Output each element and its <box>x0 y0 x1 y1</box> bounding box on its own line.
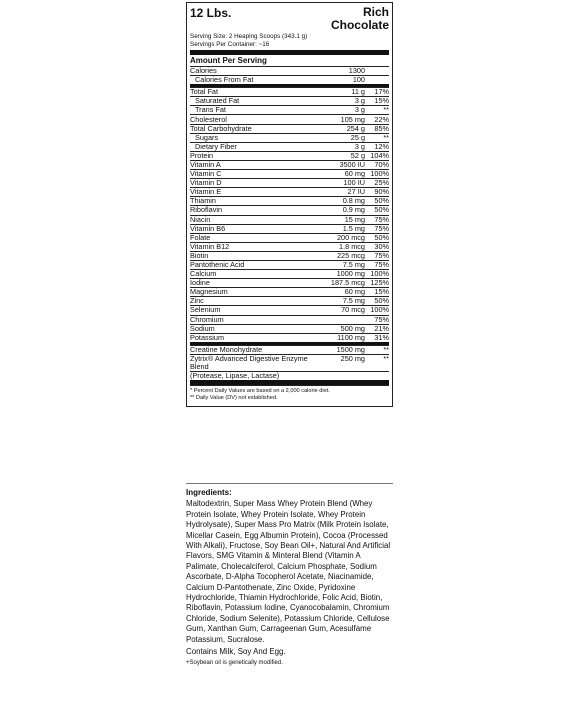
nutrient-name: Sugars <box>195 132 219 142</box>
nutrient-dv: 75% <box>374 260 389 270</box>
nutrient-dv: 50% <box>374 205 389 215</box>
nutrient-name: Vitamin B6 <box>190 223 226 233</box>
nutrient-row <box>190 233 389 242</box>
nutrient-amount: 1100 mg <box>337 332 365 342</box>
nutrient-row <box>190 269 389 278</box>
footnote-dv: * Percent Daily Values are based on a 2,000 calorie diet. <box>190 385 389 395</box>
nutrient-dv: 75% <box>374 314 389 324</box>
nutrient-table <box>190 87 389 342</box>
nutrient-name: Magnesium <box>190 287 228 297</box>
nutrient-dv: 21% <box>374 323 389 333</box>
nutrient-amount: 27 IU <box>347 187 365 197</box>
nutrient-amount: 500 mg <box>340 323 365 333</box>
nutrient-dv: 75% <box>374 250 389 260</box>
nutrient-dv: 12% <box>374 141 389 151</box>
nutrient-name: Folate <box>190 232 211 242</box>
nutrient-dv: 75% <box>374 214 389 224</box>
nutrient-row <box>190 287 389 296</box>
nutrient-dv: 90% <box>374 187 389 197</box>
nutrient-row <box>190 87 389 96</box>
nutrient-dv: 31% <box>374 332 389 342</box>
nutrient-amount: 0.9 mg <box>342 205 365 215</box>
enzyme-list: (Protease, Lipase, Lactase) <box>190 371 389 380</box>
nutrient-name: Vitamin E <box>190 187 222 197</box>
nutrient-name: Trans Fat <box>195 105 226 115</box>
nutrient-name: Zinc <box>190 296 204 306</box>
nutrient-name: Total Fat <box>190 87 218 97</box>
creatine-dv: ** <box>383 344 389 354</box>
nutrient-row <box>190 242 389 251</box>
nutrition-facts-label <box>186 2 393 407</box>
creatine-amount: 1500 mg <box>336 344 365 354</box>
calories-from-fat-label: Calories From Fat <box>195 75 254 85</box>
nutrient-row <box>190 224 389 233</box>
nutrient-row <box>190 278 389 287</box>
nutrient-dv: 85% <box>374 123 389 133</box>
nutrient-dv: 100% <box>370 269 389 279</box>
nutrient-row <box>190 260 389 269</box>
nutrient-amount: 3 g <box>354 96 365 106</box>
nutrient-dv: 30% <box>374 241 389 251</box>
zytrix-row <box>190 354 389 371</box>
flavor-line1: Rich <box>362 5 389 19</box>
nutrient-name: Vitamin C <box>190 169 222 179</box>
nutrient-name: Vitamin A <box>190 159 221 169</box>
nutrient-row <box>190 124 389 133</box>
label-header <box>190 6 389 32</box>
footnote-not-established: ** Daily Value (DV) not established. <box>190 395 278 402</box>
creatine-label: Creatine Monohydrate <box>190 344 263 354</box>
nutrient-name: Calcium <box>190 269 217 279</box>
nutrient-name: Selenium <box>190 305 221 315</box>
nutrient-name: Biotin <box>190 250 209 260</box>
nutrient-amount: 0.8 mg <box>342 196 365 206</box>
nutrient-amount: 7.5 mg <box>342 260 365 270</box>
nutrient-amount: 105 mg <box>340 114 365 124</box>
nutrient-amount: 3500 IU <box>339 159 365 169</box>
nutrient-name: Protein <box>190 150 214 160</box>
nutrient-name: Thiamin <box>190 196 216 206</box>
nutrient-row <box>190 333 389 342</box>
soy-note: +Soybean oil is genetically modified. <box>186 659 283 666</box>
nutrient-amount: 100 IU <box>343 178 365 188</box>
nutrient-row <box>190 169 389 178</box>
nutrient-row <box>190 305 389 314</box>
nutrient-row <box>190 96 389 105</box>
calories-from-fat-row <box>190 75 389 84</box>
nutrient-dv: 100% <box>370 305 389 315</box>
nutrient-row <box>190 133 389 142</box>
nutrient-dv: ** <box>383 105 389 115</box>
servings-per-container: Servings Per Container: ~16 <box>190 41 270 48</box>
nutrient-dv: 125% <box>370 278 389 288</box>
ingredients-title: Ingredients: <box>186 488 232 497</box>
nutrient-dv: 15% <box>374 96 389 106</box>
nutrient-dv: 100% <box>370 169 389 179</box>
nutrient-name: Iodine <box>190 278 210 288</box>
nutrient-amount: 7.5 mg <box>342 296 365 306</box>
nutrient-row <box>190 105 389 114</box>
nutrient-row <box>190 315 389 324</box>
nutrient-row <box>190 114 389 123</box>
nutrient-dv: 15% <box>374 287 389 297</box>
nutrient-row <box>190 215 389 224</box>
nutrient-dv: 17% <box>374 87 389 97</box>
nutrient-dv: ** <box>383 132 389 142</box>
zytrix-label: Zytrix® Advanced Digestive Enzyme Blend <box>190 353 308 371</box>
nutrient-name: Chromium <box>190 314 224 324</box>
nutrient-amount: 1000 mg <box>336 269 365 279</box>
nutrient-row <box>190 187 389 196</box>
nutrient-name: Sodium <box>190 323 215 333</box>
nutrient-row <box>190 151 389 160</box>
nutrient-dv: 22% <box>374 114 389 124</box>
nutrient-amount: 1.8 mcg <box>339 241 365 251</box>
nutrient-dv: 25% <box>374 178 389 188</box>
creatine-row <box>190 345 389 354</box>
nutrient-row <box>190 178 389 187</box>
nutrient-amount: 11 g <box>351 87 365 97</box>
ingredients-section <box>186 483 393 667</box>
nutrient-row <box>190 324 389 333</box>
nutrient-amount: 225 mcg <box>337 250 365 260</box>
nutrient-name: Riboflavin <box>190 205 223 215</box>
allergen-statement: Contains Milk, Soy And Egg. <box>186 647 286 657</box>
flavor-name <box>331 6 389 32</box>
serving-size: Serving Size: 2 Heaping Scoops (343.1 g) <box>190 33 308 40</box>
container-size: 12 Lbs. <box>190 6 232 20</box>
amount-per-serving: Amount Per Serving <box>190 56 267 65</box>
calories-label: Calories <box>190 66 217 76</box>
nutrient-name: Potassium <box>190 332 225 342</box>
nutrient-amount: 3 g <box>354 105 365 115</box>
nutrient-name: Niacin <box>190 214 211 224</box>
nutrient-dv: 104% <box>370 150 389 160</box>
nutrient-row <box>190 196 389 205</box>
nutrient-amount: 187.5 mcg <box>330 278 365 288</box>
nutrient-amount: 200 mcg <box>337 232 365 242</box>
nutrient-name: Total Carbohydrate <box>190 123 252 133</box>
nutrient-amount: 60 mg <box>344 169 365 179</box>
calories-from-fat-amount: 100 <box>352 75 365 85</box>
nutrient-amount: 1.5 mg <box>342 223 365 233</box>
nutrient-amount: 70 mcg <box>341 305 365 315</box>
nutrient-amount: 52 g <box>350 150 365 160</box>
nutrient-amount: 254 g <box>346 123 365 133</box>
nutrient-row <box>190 205 389 214</box>
nutrient-amount: 60 mg <box>344 287 365 297</box>
nutrient-name: Vitamin B12 <box>190 241 230 251</box>
flavor-line2: Chocolate <box>330 18 389 32</box>
nutrient-name: Cholesterol <box>190 114 227 124</box>
calories-amount: 1300 <box>348 66 365 76</box>
nutrient-dv: 70% <box>374 159 389 169</box>
nutrient-amount: 15 mg <box>344 214 365 224</box>
zytrix-amount: 250 mg <box>340 353 365 363</box>
nutrient-row <box>190 142 389 151</box>
nutrient-row <box>190 251 389 260</box>
nutrient-amount: 25 g <box>350 132 365 142</box>
nutrient-amount: 3 g <box>354 141 365 151</box>
nutrient-name: Vitamin D <box>190 178 222 188</box>
nutrient-dv: 50% <box>374 296 389 306</box>
nutrient-row <box>190 296 389 305</box>
calories-row <box>190 66 389 75</box>
nutrient-name: Saturated Fat <box>195 96 240 106</box>
zytrix-dv: ** <box>383 353 389 363</box>
nutrient-dv: 50% <box>374 232 389 242</box>
nutrient-row <box>190 160 389 169</box>
ingredients-text: Maltodextrin, Super Mass Whey Protein Blend (Whey Protein Isolate, Whey Protein Isolate, Whey Protein Hydrolysate), Super Mass Pro Matrix (Milk Protein Isolate, Micellar Casein, Egg Albumin Protein), Cocoa (Processed With Alkali), Fructose, Soy Bean Oil+, Natural And Artificial Flavors, SMG Vitamin & Minteral Blend (Vitamin A Palimate, Cholecalciferol, Calcium Phosphate, Sodium Ascorbate, D-Alpha Tocopherol Acetate, Niacinamide, Calcium D-Pantothenate, Zinc Oxide, Pyridoxine Hydrochloride, Thiamin Hydrochloride, Folic Acid, Biotin, Riboflavin, Potassium Iodine, Cyanocobalamin, Chromium Chloride, Sodium Selenite), Potassium Chloride, Cellulose Gum, Xanthan Gum, Carrageenan Gum, Acesulfame Potassium, Sucralose. <box>186 499 391 644</box>
nutrient-dv: 75% <box>374 223 389 233</box>
nutrient-name: Pantothenic Acid <box>190 260 245 270</box>
nutrient-dv: 50% <box>374 196 389 206</box>
nutrient-name: Dietary Fiber <box>195 141 237 151</box>
